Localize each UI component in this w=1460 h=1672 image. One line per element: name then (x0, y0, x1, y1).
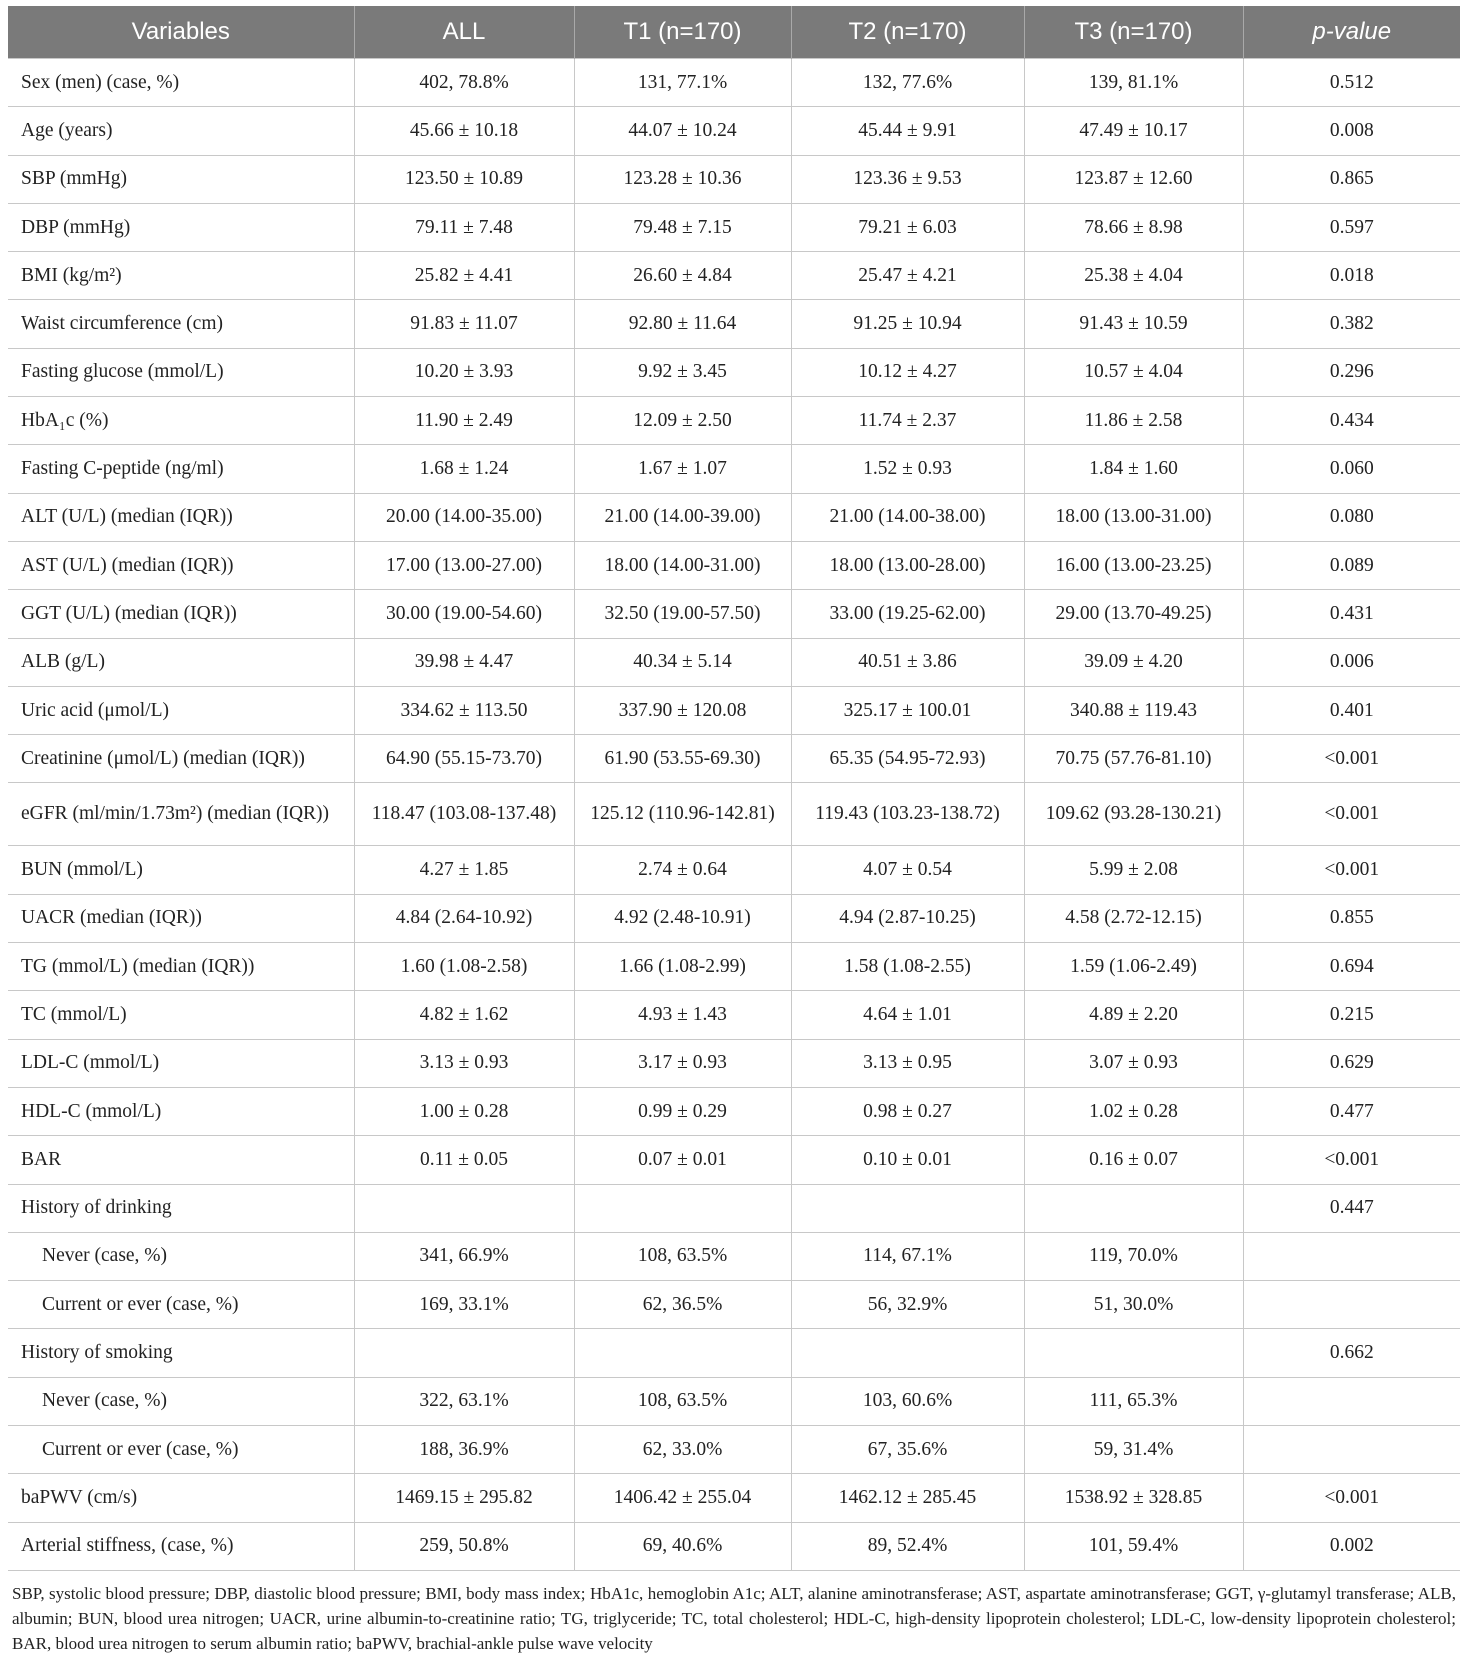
cell-t3: 39.09 ± 4.20 (1024, 638, 1243, 686)
cell-t1: 4.93 ± 1.43 (574, 991, 791, 1039)
row-label: Age (years) (8, 107, 354, 155)
cell-t3: 91.43 ± 10.59 (1024, 300, 1243, 348)
row-label: ALT (U/L) (median (IQR)) (8, 493, 354, 541)
cell-t2: 4.64 ± 1.01 (791, 991, 1024, 1039)
cell-all: 341, 66.9% (354, 1232, 574, 1280)
table-row (8, 846, 1460, 894)
cell-t3: 18.00 (13.00-31.00) (1024, 493, 1243, 541)
cell-all: 30.00 (19.00-54.60) (354, 590, 574, 638)
cell-all: 64.90 (55.15-73.70) (354, 735, 574, 783)
cell-t1: 123.28 ± 10.36 (574, 155, 791, 203)
cell-t2 (791, 1184, 1024, 1232)
cell-p-value: 0.296 (1243, 348, 1460, 396)
cell-p-value: 0.215 (1243, 991, 1460, 1039)
table-row (8, 203, 1460, 251)
cell-t1: 4.92 (2.48-10.91) (574, 894, 791, 942)
cell-all: 169, 33.1% (354, 1281, 574, 1329)
cell-t2: 18.00 (13.00-28.00) (791, 541, 1024, 589)
cell-t1: 62, 36.5% (574, 1281, 791, 1329)
cell-t1 (574, 1329, 791, 1377)
table-footnote: SBP, systolic blood pressure; DBP, diastolic blood pressure; BMI, body mass index; HbA1c, hemoglobin A1c; ALT, alanine aminotransferase; AST, aspartate aminotransferase; GGT, γ-glutamyl transferase; ALB, albumin; BUN, blood urea nitrogen; UACR, urine albumin-to-creatinine ratio; TG, triglyceride; TC, total cholesterol; HDL-C, high-density lipoprotein cholesterol; LDL-C, low-density lipoprotein cholesterol; BAR, blood urea nitrogen to serum albumin ratio; baPWV, brachial-ankle pulse wave velocity (12, 1583, 1456, 1653)
cell-p-value: 0.431 (1243, 590, 1460, 638)
cell-all: 17.00 (13.00-27.00) (354, 541, 574, 589)
cell-t2: 45.44 ± 9.91 (791, 107, 1024, 155)
row-label: History of drinking (8, 1184, 354, 1232)
cell-t3: 4.58 (2.72-12.15) (1024, 894, 1243, 942)
cell-t1: 1.66 (1.08-2.99) (574, 943, 791, 991)
cell-p-value: 0.662 (1243, 1329, 1460, 1377)
cell-p-value: 0.401 (1243, 686, 1460, 734)
header-p-value: p-value (1243, 6, 1460, 59)
cell-t1: 21.00 (14.00-39.00) (574, 493, 791, 541)
cell-t2: 40.51 ± 3.86 (791, 638, 1024, 686)
cell-t2: 0.98 ± 0.27 (791, 1087, 1024, 1135)
row-label: GGT (U/L) (median (IQR)) (8, 590, 354, 638)
cell-t1 (574, 1184, 791, 1232)
row-label: AST (U/L) (median (IQR)) (8, 541, 354, 589)
row-label: History of smoking (8, 1329, 354, 1377)
cell-t3: 1538.92 ± 328.85 (1024, 1474, 1243, 1522)
table-header-row (8, 6, 1460, 59)
cell-t3: 3.07 ± 0.93 (1024, 1039, 1243, 1087)
cell-t1: 3.17 ± 0.93 (574, 1039, 791, 1087)
cell-all: 91.83 ± 11.07 (354, 300, 574, 348)
row-label: Never (case, %) (8, 1377, 354, 1425)
cell-t3: 10.57 ± 4.04 (1024, 348, 1243, 396)
cell-t3: 123.87 ± 12.60 (1024, 155, 1243, 203)
cell-t1: 2.74 ± 0.64 (574, 846, 791, 894)
cell-p-value: <0.001 (1243, 846, 1460, 894)
cell-all: 4.84 (2.64-10.92) (354, 894, 574, 942)
cell-p-value: 0.060 (1243, 445, 1460, 493)
cell-t2: 3.13 ± 0.95 (791, 1039, 1024, 1087)
cell-all: 118.47 (103.08-137.48) (354, 783, 574, 846)
table-row (8, 686, 1460, 734)
cell-all: 188, 36.9% (354, 1426, 574, 1474)
cell-t3: 78.66 ± 8.98 (1024, 203, 1243, 251)
cell-t3: 0.16 ± 0.07 (1024, 1136, 1243, 1184)
cell-t3: 4.89 ± 2.20 (1024, 991, 1243, 1039)
cell-t3: 25.38 ± 4.04 (1024, 252, 1243, 300)
row-label: Fasting C-peptide (ng/ml) (8, 445, 354, 493)
cell-t3: 29.00 (13.70-49.25) (1024, 590, 1243, 638)
cell-t2: 10.12 ± 4.27 (791, 348, 1024, 396)
row-label: eGFR (ml/min/1.73m²) (median (IQR)) (8, 783, 354, 846)
cell-t2: 79.21 ± 6.03 (791, 203, 1024, 251)
cell-all: 10.20 ± 3.93 (354, 348, 574, 396)
cell-t1: 92.80 ± 11.64 (574, 300, 791, 348)
cell-t3: 1.59 (1.06-2.49) (1024, 943, 1243, 991)
cell-t3: 139, 81.1% (1024, 59, 1243, 107)
cell-t3: 111, 65.3% (1024, 1377, 1243, 1425)
cell-p-value: 0.855 (1243, 894, 1460, 942)
row-label: TC (mmol/L) (8, 991, 354, 1039)
table-row (8, 348, 1460, 396)
cell-t3: 5.99 ± 2.08 (1024, 846, 1243, 894)
cell-all: 79.11 ± 7.48 (354, 203, 574, 251)
header-variables: Variables (8, 6, 354, 59)
cell-t1: 0.99 ± 0.29 (574, 1087, 791, 1135)
cell-t2: 325.17 ± 100.01 (791, 686, 1024, 734)
cell-p-value: 0.629 (1243, 1039, 1460, 1087)
cell-t1: 1.67 ± 1.07 (574, 445, 791, 493)
table-row (8, 991, 1460, 1039)
row-label: SBP (mmHg) (8, 155, 354, 203)
cell-t2: 103, 60.6% (791, 1377, 1024, 1425)
cell-t1: 32.50 (19.00-57.50) (574, 590, 791, 638)
table-row (8, 1039, 1460, 1087)
header-t2: T2 (n=170) (791, 6, 1024, 59)
cell-t2: 1.58 (1.08-2.55) (791, 943, 1024, 991)
table-row (8, 1377, 1460, 1425)
table-row (8, 1136, 1460, 1184)
cell-all: 259, 50.8% (354, 1522, 574, 1570)
row-label: Sex (men) (case, %) (8, 59, 354, 107)
cell-p-value: 0.006 (1243, 638, 1460, 686)
table-row (8, 541, 1460, 589)
cell-t1: 108, 63.5% (574, 1377, 791, 1425)
table-row (8, 300, 1460, 348)
cell-t1: 18.00 (14.00-31.00) (574, 541, 791, 589)
row-label: BUN (mmol/L) (8, 846, 354, 894)
header-t3: T3 (n=170) (1024, 6, 1243, 59)
row-label: baPWV (cm/s) (8, 1474, 354, 1522)
cell-t3: 47.49 ± 10.17 (1024, 107, 1243, 155)
cell-t1: 9.92 ± 3.45 (574, 348, 791, 396)
cell-all: 1.00 ± 0.28 (354, 1087, 574, 1135)
cell-t1: 61.90 (53.55-69.30) (574, 735, 791, 783)
cell-t2: 89, 52.4% (791, 1522, 1024, 1570)
table-row (8, 894, 1460, 942)
cell-t3: 51, 30.0% (1024, 1281, 1243, 1329)
row-label: HDL-C (mmol/L) (8, 1087, 354, 1135)
cell-all: 4.27 ± 1.85 (354, 846, 574, 894)
cell-p-value: 0.512 (1243, 59, 1460, 107)
header-t1: T1 (n=170) (574, 6, 791, 59)
cell-all: 402, 78.8% (354, 59, 574, 107)
table-container (8, 6, 1460, 1656)
row-label: Current or ever (case, %) (8, 1281, 354, 1329)
table-row (8, 783, 1460, 846)
cell-p-value: 0.382 (1243, 300, 1460, 348)
cell-p-value: 0.694 (1243, 943, 1460, 991)
cell-p-value: 0.477 (1243, 1087, 1460, 1135)
cell-t1: 1406.42 ± 255.04 (574, 1474, 791, 1522)
cell-p-value: 0.434 (1243, 397, 1460, 445)
header-all: ALL (354, 6, 574, 59)
table-row (8, 1329, 1460, 1377)
cell-t1: 108, 63.5% (574, 1232, 791, 1280)
row-label: Fasting glucose (mmol/L) (8, 348, 354, 396)
cell-p-value: 0.089 (1243, 541, 1460, 589)
cell-t2 (791, 1329, 1024, 1377)
cell-p-value: <0.001 (1243, 1474, 1460, 1522)
row-label: DBP (mmHg) (8, 203, 354, 251)
cell-all: 39.98 ± 4.47 (354, 638, 574, 686)
cell-t1: 0.07 ± 0.01 (574, 1136, 791, 1184)
cell-all: 123.50 ± 10.89 (354, 155, 574, 203)
cell-p-value (1243, 1232, 1460, 1280)
cell-t3: 1.84 ± 1.60 (1024, 445, 1243, 493)
table-row (8, 638, 1460, 686)
cell-t3: 11.86 ± 2.58 (1024, 397, 1243, 445)
cell-t2: 119.43 (103.23-138.72) (791, 783, 1024, 846)
cell-t2: 25.47 ± 4.21 (791, 252, 1024, 300)
cell-t1: 131, 77.1% (574, 59, 791, 107)
cell-t2: 4.07 ± 0.54 (791, 846, 1024, 894)
cell-p-value: 0.080 (1243, 493, 1460, 541)
row-label: Waist circumference (cm) (8, 300, 354, 348)
table-row (8, 155, 1460, 203)
cell-p-value: 0.447 (1243, 1184, 1460, 1232)
cell-all: 3.13 ± 0.93 (354, 1039, 574, 1087)
cell-t3: 101, 59.4% (1024, 1522, 1243, 1570)
table-row (8, 1522, 1460, 1570)
row-label: Creatinine (μmol/L) (median (IQR)) (8, 735, 354, 783)
cell-all (354, 1184, 574, 1232)
cell-all: 25.82 ± 4.41 (354, 252, 574, 300)
cell-t3 (1024, 1329, 1243, 1377)
cell-t2: 65.35 (54.95-72.93) (791, 735, 1024, 783)
cell-t2: 0.10 ± 0.01 (791, 1136, 1024, 1184)
table-row (8, 493, 1460, 541)
table-row (8, 1281, 1460, 1329)
cell-t2: 4.94 (2.87-10.25) (791, 894, 1024, 942)
cell-t3: 59, 31.4% (1024, 1426, 1243, 1474)
cell-t3: 109.62 (93.28-130.21) (1024, 783, 1243, 846)
cell-p-value: 0.002 (1243, 1522, 1460, 1570)
table-body (8, 59, 1460, 1571)
table-row (8, 590, 1460, 638)
cell-t2: 91.25 ± 10.94 (791, 300, 1024, 348)
table-row (8, 1232, 1460, 1280)
cell-t2: 67, 35.6% (791, 1426, 1024, 1474)
table-row (8, 1474, 1460, 1522)
cell-p-value: <0.001 (1243, 783, 1460, 846)
cell-all: 11.90 ± 2.49 (354, 397, 574, 445)
table-row (8, 1426, 1460, 1474)
cell-all: 4.82 ± 1.62 (354, 991, 574, 1039)
cell-p-value (1243, 1281, 1460, 1329)
cell-p-value: <0.001 (1243, 735, 1460, 783)
row-label: TG (mmol/L) (median (IQR)) (8, 943, 354, 991)
table-row (8, 252, 1460, 300)
cell-t2: 33.00 (19.25-62.00) (791, 590, 1024, 638)
row-label: Current or ever (case, %) (8, 1426, 354, 1474)
cell-p-value: 0.865 (1243, 155, 1460, 203)
cell-t3: 70.75 (57.76-81.10) (1024, 735, 1243, 783)
cell-t1: 62, 33.0% (574, 1426, 791, 1474)
cell-t1: 79.48 ± 7.15 (574, 203, 791, 251)
row-label: Uric acid (μmol/L) (8, 686, 354, 734)
cell-all (354, 1329, 574, 1377)
row-label: Never (case, %) (8, 1232, 354, 1280)
cell-t1: 69, 40.6% (574, 1522, 791, 1570)
row-label: UACR (median (IQR)) (8, 894, 354, 942)
cell-t1: 26.60 ± 4.84 (574, 252, 791, 300)
cell-all: 0.11 ± 0.05 (354, 1136, 574, 1184)
cell-t2: 114, 67.1% (791, 1232, 1024, 1280)
cell-all: 20.00 (14.00-35.00) (354, 493, 574, 541)
cell-all: 1.68 ± 1.24 (354, 445, 574, 493)
cell-t2: 56, 32.9% (791, 1281, 1024, 1329)
cell-t2: 21.00 (14.00-38.00) (791, 493, 1024, 541)
cell-t1: 44.07 ± 10.24 (574, 107, 791, 155)
cell-p-value: 0.018 (1243, 252, 1460, 300)
table-row (8, 735, 1460, 783)
table-row (8, 1184, 1460, 1232)
table-row (8, 107, 1460, 155)
cell-t2: 1462.12 ± 285.45 (791, 1474, 1024, 1522)
cell-t3: 119, 70.0% (1024, 1232, 1243, 1280)
cell-t1: 12.09 ± 2.50 (574, 397, 791, 445)
cell-t2: 11.74 ± 2.37 (791, 397, 1024, 445)
cell-t3: 16.00 (13.00-23.25) (1024, 541, 1243, 589)
row-label: BAR (8, 1136, 354, 1184)
cell-p-value: <0.001 (1243, 1136, 1460, 1184)
row-label: Arterial stiffness, (case, %) (8, 1522, 354, 1570)
table-row (8, 59, 1460, 107)
cell-p-value: 0.597 (1243, 203, 1460, 251)
row-label: ALB (g/L) (8, 638, 354, 686)
cell-t2: 123.36 ± 9.53 (791, 155, 1024, 203)
cell-all: 1.60 (1.08-2.58) (354, 943, 574, 991)
baseline-characteristics-table (8, 6, 1460, 1571)
cell-all: 334.62 ± 113.50 (354, 686, 574, 734)
row-label: LDL-C (mmol/L) (8, 1039, 354, 1087)
cell-p-value: 0.008 (1243, 107, 1460, 155)
cell-t1: 125.12 (110.96-142.81) (574, 783, 791, 846)
cell-t3: 340.88 ± 119.43 (1024, 686, 1243, 734)
cell-t3 (1024, 1184, 1243, 1232)
table-row (8, 445, 1460, 493)
row-label: BMI (kg/m²) (8, 252, 354, 300)
row-label: HbA₁c (%) (8, 397, 354, 445)
cell-all: 322, 63.1% (354, 1377, 574, 1425)
cell-t3: 1.02 ± 0.28 (1024, 1087, 1243, 1135)
cell-p-value (1243, 1426, 1460, 1474)
table-row (8, 397, 1460, 445)
cell-t1: 337.90 ± 120.08 (574, 686, 791, 734)
table-row (8, 943, 1460, 991)
cell-t1: 40.34 ± 5.14 (574, 638, 791, 686)
cell-all: 45.66 ± 10.18 (354, 107, 574, 155)
cell-t2: 1.52 ± 0.93 (791, 445, 1024, 493)
table-row (8, 1087, 1460, 1135)
cell-t2: 132, 77.6% (791, 59, 1024, 107)
cell-p-value (1243, 1377, 1460, 1425)
cell-all: 1469.15 ± 295.82 (354, 1474, 574, 1522)
